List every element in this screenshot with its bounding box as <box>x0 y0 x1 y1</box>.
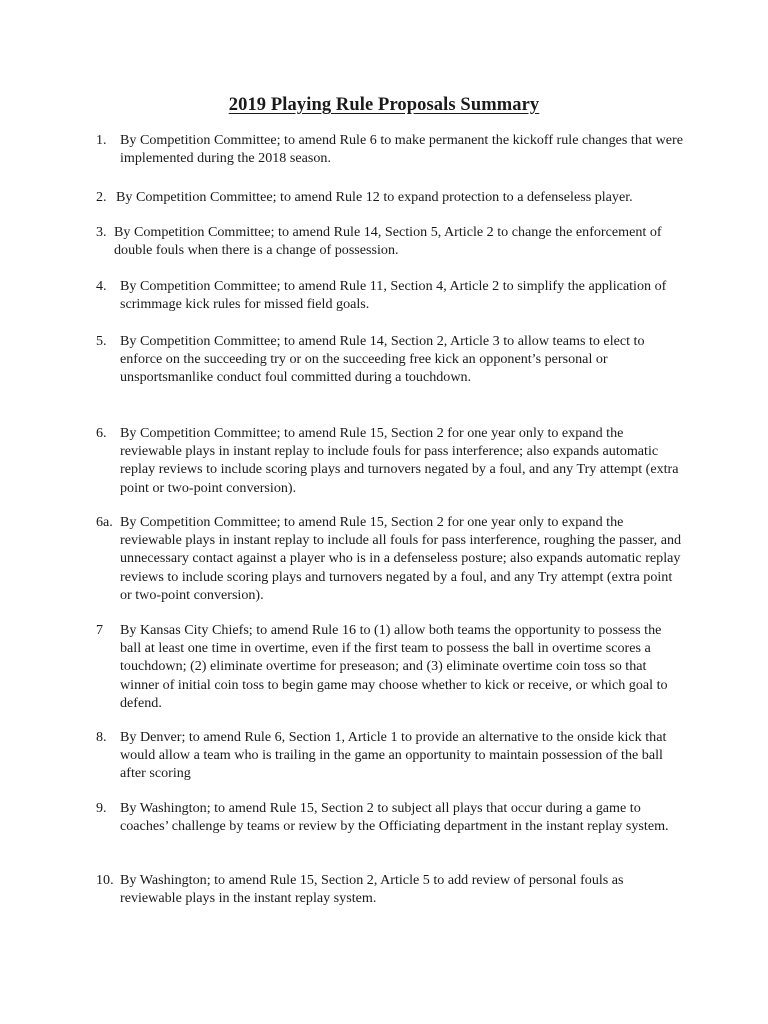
proposal-number: 5. <box>96 333 107 349</box>
proposal-text: By Competition Committee; to amend Rule 12 to expand protection to a defenseless player. <box>116 189 633 205</box>
proposal-text: By Competition Committee; to amend Rule 6 to make permanent the kickoff rule changes that were implemented during the 2018 season. <box>120 132 683 167</box>
proposal-text: By Washington; to amend Rule 15, Section 2 to subject all plays that occur during a game to coaches’ challenge by teams or review by the Officiating department in the instant replay system. <box>120 800 669 835</box>
proposal-number: 4. <box>96 278 107 294</box>
proposal-number: 6. <box>96 425 107 441</box>
proposal-item <box>96 332 656 387</box>
proposal-number: 2. <box>96 189 107 205</box>
proposal-item <box>96 799 686 835</box>
proposal-number: 6a. <box>96 514 113 530</box>
proposal-number: 7 <box>96 622 104 638</box>
proposal-item <box>96 728 686 783</box>
proposal-number: 1. <box>96 132 107 148</box>
proposal-number: 8. <box>96 729 107 745</box>
proposal-text: By Competition Committee; to amend Rule 15, Section 2 for one year only to expand the reviewable plays in instant replay to include all fouls for pass interference, roughing the passer, and unnecessary contact against a player who is in a defenseless posture; also expands automatic replay reviews to include scoring plays and turnovers negated by a foul, and any Try attempt (extra point or two-point conversion). <box>120 514 682 603</box>
proposal-number: 9. <box>96 800 107 816</box>
proposal-item <box>96 513 686 604</box>
proposal-text: By Competition Committee; to amend Rule 15, Section 2 for one year only to expand the reviewable plays in instant replay to include fouls for pass interference; also expands automatic replay reviews to include scoring plays and turnovers negated by a foul, and any Try attempt (extra point or two-point conversion). <box>120 425 679 496</box>
proposal-item <box>96 871 686 907</box>
proposal-item <box>96 424 686 497</box>
proposal-item <box>96 131 686 167</box>
proposal-number: 10. <box>96 872 114 888</box>
proposal-item <box>96 223 686 259</box>
proposal-text: By Washington; to amend Rule 15, Section 2, Article 5 to add review of personal fouls as reviewable plays in the instant replay system. <box>120 872 624 907</box>
proposal-text: By Kansas City Chiefs; to amend Rule 16 to (1) allow both teams the opportunity to possess the ball at least one time in overtime, even if the first team to possess the ball in overtime scores a touchdown; (2) eliminate overtime for preseason; and (3) eliminate overtime coin toss so that winner of initial coin toss to begin game may choose whether to kick or receive, or which goal to defend. <box>120 622 668 711</box>
proposal-text: By Competition Committee; to amend Rule 14, Section 2, Article 3 to allow teams to elect to enforce on the succeeding try or on the succeeding free kick an opponent’s personal or unsportsmanlike conduct foul committed during a touchdown. <box>120 333 645 386</box>
proposal-number: 3. <box>96 224 107 240</box>
document-title: 2019 Playing Rule Proposals Summary <box>228 95 540 115</box>
proposal-text: By Competition Committee; to amend Rule 14, Section 5, Article 2 to change the enforcement of double fouls when there is a change of possession. <box>114 224 662 259</box>
proposal-item <box>96 188 696 206</box>
proposal-item <box>96 621 686 712</box>
proposal-item <box>96 277 686 313</box>
proposal-text: By Denver; to amend Rule 6, Section 1, Article 1 to provide an alternative to the onside kick that would allow a team who is trailing in the game an opportunity to maintain possession of the ball after scoring <box>120 729 667 782</box>
proposal-text: By Competition Committee; to amend Rule 11, Section 4, Article 2 to simplify the application of scrimmage kick rules for missed field goals. <box>120 278 667 313</box>
